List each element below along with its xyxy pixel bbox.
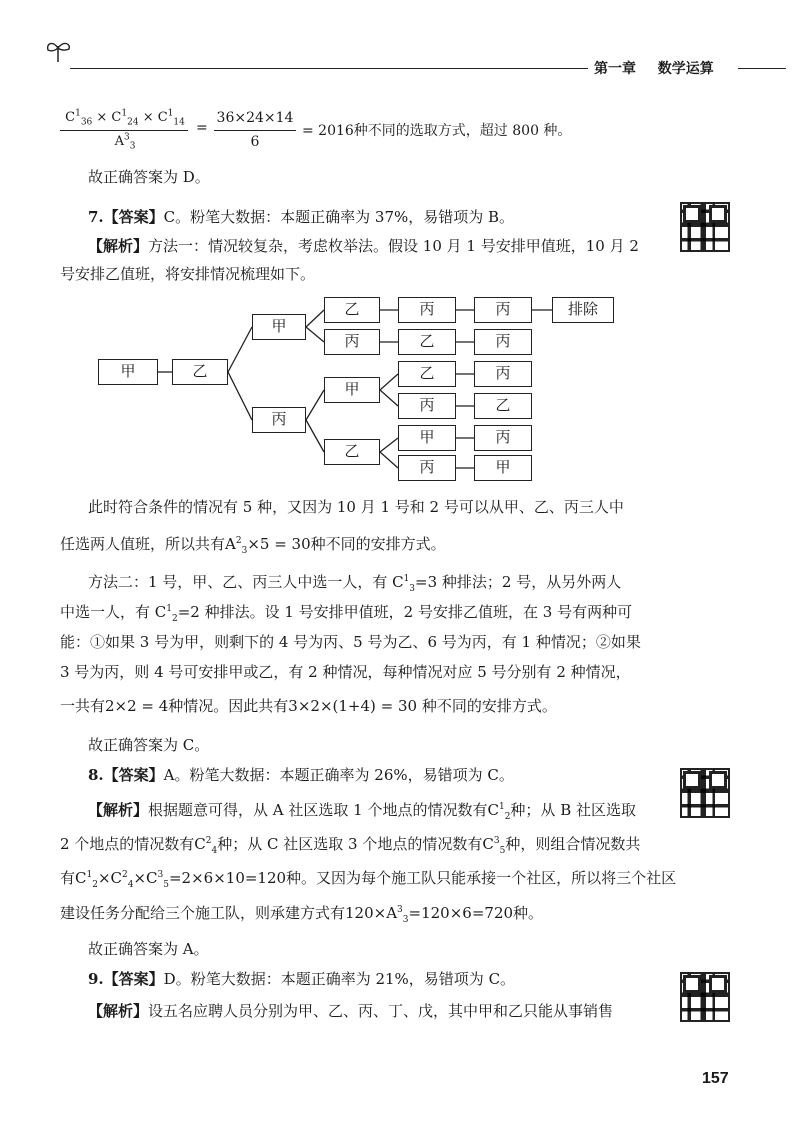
q8-conclusion: 故正确答案为 A。 [88,940,209,958]
tree-node: 丙 [398,297,456,323]
page-number: 157 [702,1070,729,1087]
tree-node: 乙 [474,393,532,419]
q9-analysis-line1: 【解析】设五名应聘人员分别为甲、乙、丙、丁、戊，其中甲和乙只能从事销售 [88,1002,614,1020]
q8-analysis-line1: 【解析】根据题意可得，从 A 社区选取 1 个地点的情况数有$C^1_2$种；从 B 社区选取 [88,801,636,822]
q7-analysis-line2: 号安排乙值班，将安排情况梳理如下。 [60,265,316,283]
tree-node-branch-b: 丙 [252,407,306,433]
tree-node: 丙 [474,329,532,355]
q8-analysis-line2: 2 个地点的情况数有$C^2_4$种；从 C 社区选取 3 个地点的情况数有$C^3_5$种，则组合情况数共 [60,835,641,856]
q8-analysis-line3: 有$C^1_2\times C^2_4\times C^3_5=2\times 6\times 10=120$种。又因为每个施工队只能承接一个社区，所以将三个社区 [60,869,677,890]
answer-line: 故正确答案为 D。 [88,168,210,186]
tree-node: 丙 [398,455,456,481]
tree-node: 丙 [324,329,380,355]
tree-node-root: 甲 [98,359,158,385]
tree-node: 甲 [474,455,532,481]
tree-node: 丙 [474,361,532,387]
after-tree-line2: 任选两人值班，所以共有$A^2_3\times 5 = 30$种不同的安排方式。 [60,535,446,556]
q7-analysis-line1: 【解析】方法一：情况较复杂，考虑枚举法。假设 10 月 1 号安排甲值班，10 月 2 [88,237,639,255]
tree-node: 乙 [398,361,456,387]
tree-node: 乙 [398,329,456,355]
tree-node: 丙 [398,393,456,419]
tree-node-second: 乙 [172,359,228,385]
method2-line4: 3 号为丙，则 4 号可安排甲或乙，有 2 种情况，每种情况对应 5 号分别有 2 种情况， [60,663,631,681]
tree-node-b-sub2: 乙 [324,439,380,465]
tree-node-branch-a: 甲 [252,314,306,340]
q8-answer: 8.【答案】A。粉笔大数据：本题正确率为 26%，易错项为 C。 [88,766,514,784]
method2-line2: 中选一人，有 $C^1_2=2$ 种排法。设 1 号安排甲值班，2 号安排乙值班，在 3 号有两种可 [60,603,633,624]
method2-line5: 一共有2×2 = 4种情况。因此共有3×2×(1+4) = 30 种不同的安排方式。 [60,697,557,715]
method2-line3: 能：①如果 3 号为甲，则剩下的 4 号为丙、5 号为乙、6 号为丙，有 1 种情况；②如果 [60,633,641,651]
product-denominator: 6 [250,134,260,150]
tree-node: 丙 [474,425,532,451]
product-numerator: 36×24×14 [216,110,294,126]
tree-node: 丙 [474,297,532,323]
formula-line: $C^1_{36} \times C^1_{24} \times C^1_{14}$ $A^3_3$ = 36×24×14 6 = 2016种不同的选取方式，超过 800 种。 [60,108,660,158]
tree-node-b-sub1: 甲 [324,377,380,403]
chapter-number: 第一章 [594,61,636,77]
tree-node: 甲 [398,425,456,451]
method2-line1: 方法二：1 号，甲、乙、丙三人中选一人，有 $C^1_3=3$ 种排法；2 号，从另外两人 [88,573,622,594]
chapter-title: 数学运算 [657,61,714,77]
after-tree-line1: 此时符合条件的情况有 5 种，又因为 10 月 1 号和 2 号可以从甲、乙、丙三人中 [88,498,624,516]
tree-node-excluded: 排除 [552,297,614,323]
combination-fraction-numerator: $C^1_{36} \times C^1_{24} \times C^1_{14}$ [65,108,185,128]
q8-analysis-line4: 建设任务分配给三个施工队，则承建方式有$120\times A^3_3=120\times 6=720$种。 [60,904,544,925]
combination-fraction-denominator: $A^3_3$ [114,132,136,152]
q7-answer: 7.【答案】C。粉笔大数据：本题正确率为 37%，易错项为 B。 [88,208,515,226]
q7-conclusion: 故正确答案为 C。 [88,736,210,754]
tree-node: 乙 [324,297,380,323]
formula-result: = 2016种不同的选取方式，超过 800 种。 [302,123,572,139]
q9-answer: 9.【答案】D。粉笔大数据：本题正确率为 21%，易错项为 C。 [88,970,516,988]
